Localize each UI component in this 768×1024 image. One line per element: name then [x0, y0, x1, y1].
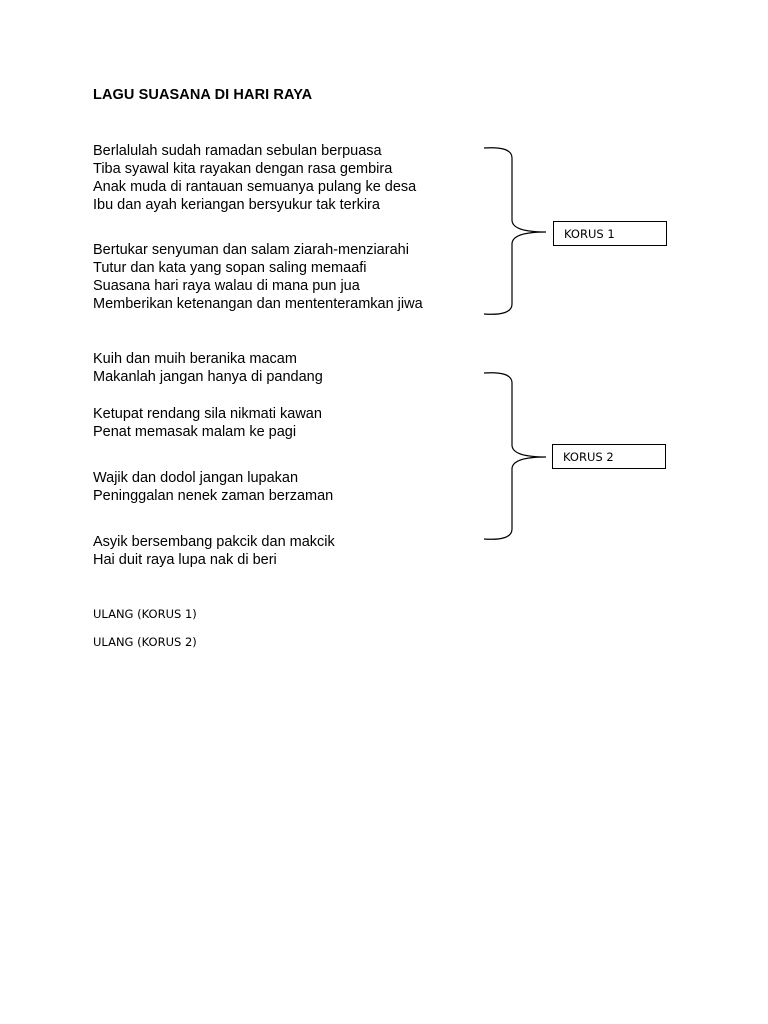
repeat-korus-2: ULANG (KORUS 2)	[93, 635, 197, 649]
korus-2-label: KORUS 2	[552, 444, 666, 469]
korus-2-brace	[480, 365, 550, 545]
stanza-4	[93, 405, 322, 441]
lyric-line: Berlalulah sudah ramadan sebulan berpuasa	[93, 143, 382, 159]
korus-1-label: KORUS 1	[553, 221, 667, 246]
lyric-line: Asyik bersembang pakcik dan makcik	[93, 534, 335, 550]
lyric-line: Penat memasak malam ke pagi	[93, 424, 297, 440]
lyric-line: Hai duit raya lupa nak di beri	[93, 552, 277, 568]
lyric-line: Tiba syawal kita rayakan dengan rasa gembira	[93, 161, 393, 177]
lyric-line: Tutur dan kata yang sopan saling memaafi	[93, 260, 367, 276]
lyric-line: Kuih dan muih beranika macam	[93, 351, 297, 367]
lyric-line: Bertukar senyuman dan salam ziarah-menziarahi	[93, 242, 409, 258]
lyric-line: Anak muda di rantauan semuanya pulang ke desa	[93, 179, 417, 195]
lyric-line: Ketupat rendang sila nikmati kawan	[93, 406, 322, 422]
song-title: LAGU SUASANA DI HARI RAYA	[93, 87, 313, 103]
repeat-korus-1: ULANG (KORUS 1)	[93, 607, 197, 621]
stanza-1	[93, 142, 416, 214]
lyric-line: Wajik dan dodol jangan lupakan	[93, 470, 299, 486]
stanza-2	[93, 241, 423, 313]
lyric-line: Peninggalan nenek zaman berzaman	[93, 488, 334, 504]
lyric-line: Memberikan ketenangan dan mententeramkan jiwa	[93, 296, 423, 312]
stanza-5	[93, 469, 333, 505]
lyric-line: Makanlah jangan hanya di pandang	[93, 369, 323, 385]
korus-1-brace	[480, 140, 550, 320]
lyric-line: Ibu dan ayah keriangan bersyukur tak terkira	[93, 197, 380, 213]
stanza-3	[93, 350, 323, 386]
stanza-6	[93, 533, 335, 569]
lyric-line: Suasana hari raya walau di mana pun jua	[93, 278, 360, 294]
